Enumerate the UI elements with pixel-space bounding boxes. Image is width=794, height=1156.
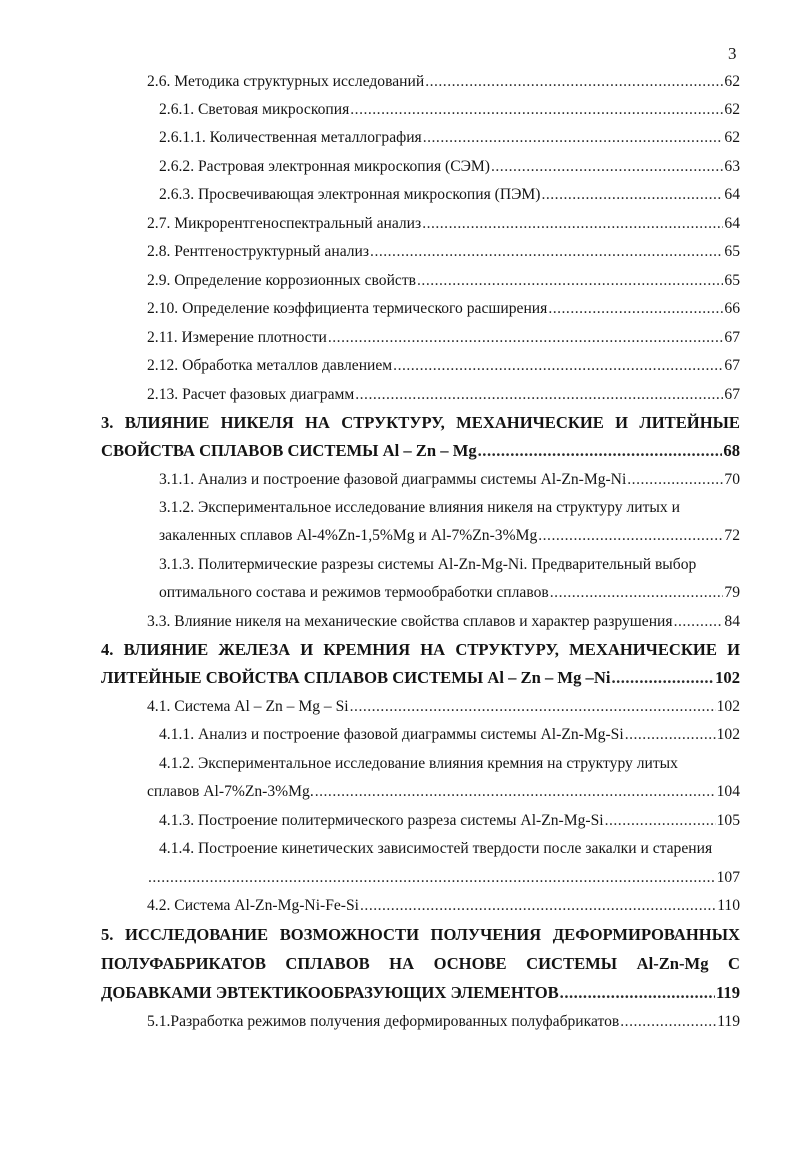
- chapter-heading: ДОБАВКАМИ ЭВТЕКТИКООБРАЗУЮЩИХ ЭЛЕМЕНТОВ ..... 119: [101, 979, 740, 1007]
- toc-entry: 2.6. Методика структурных исследований ..... 62: [147, 68, 740, 96]
- chapter-heading: 5. ИССЛЕДОВАНИЕ ВОЗМОЖНОСТИ ПОЛУЧЕНИЯ ДЕФОРМИРОВАННЫХ: [101, 925, 740, 944]
- chapter-heading: ПОЛУФАБРИКАТОВ СПЛАВОВ НА ОСНОВЕ СИСТЕМЫ Al-Zn-Mg С: [101, 954, 740, 973]
- chapter-heading: СВОЙСТВА СПЛАВОВ СИСТЕМЫ Al – Zn – Mg ..... 68: [101, 437, 740, 465]
- toc-entry: сплавов Al-7%Zn-3%Mg. ..... 104: [147, 778, 740, 806]
- chapter-heading: ЛИТЕЙНЫЕ СВОЙСТВА СПЛАВОВ СИСТЕМЫ Al – Zn – Mg –Ni ..... 102: [101, 664, 740, 692]
- toc-entry: 4.1.4. Построение кинетических зависимостей твердости после закалки и старения: [159, 840, 713, 857]
- toc-entry: 2.13. Расчет фазовых диаграмм ..... 67: [147, 381, 740, 409]
- toc-entry: 4.1.3. Построение политермического разреза системы Al-Zn-Mg-Si ..... 105: [159, 807, 740, 835]
- toc-entry: 3.1.3. Политермические разрезы системы Al-Zn-Mg-Ni. Предварительный выбор: [159, 556, 697, 573]
- toc-entry: 2.7. Микрорентгеноспектральный анализ ..... 64: [147, 210, 740, 238]
- toc-entry: 4.1.2. Экспериментальное исследование влияния кремния на структуру литых: [159, 755, 678, 772]
- toc-entry: 2.9. Определение коррозионных свойств ..... 65: [147, 267, 740, 295]
- page-number: 3: [728, 44, 737, 63]
- toc-entry: 3.3. Влияние никеля на механические свойства сплавов и характер разрушения ..... 84: [147, 608, 740, 636]
- toc-entry: 3.1.1. Анализ и построение фазовой диаграммы системы Al-Zn-Mg-Ni ..... 70: [159, 466, 740, 494]
- toc-entry: оптимального состава и режимов термообработки сплавов ..... 79: [159, 579, 740, 607]
- toc-entry: ..... 107: [147, 864, 740, 892]
- toc-entry: 4.2. Система Al-Zn-Mg-Ni-Fe-Si ..... 110: [147, 892, 740, 920]
- toc-entry: 4.1.1. Анализ и построение фазовой диаграммы системы Al-Zn-Mg-Si ..... 102: [159, 721, 740, 749]
- chapter-heading: 4. ВЛИЯНИЕ ЖЕЛЕЗА И КРЕМНИЯ НА СТРУКТУРУ, МЕХАНИЧЕСКИЕ И: [101, 640, 740, 659]
- toc-entry: 2.6.1.1. Количественная металлография ..... 62: [159, 124, 740, 152]
- toc-entry: закаленных сплавов Al-4%Zn-1,5%Mg и Al-7%Zn-3%Mg ..... 72: [159, 522, 740, 550]
- toc-entry: 2.6.3. Просвечивающая электронная микроскопия (ПЭМ) ..... 64: [159, 181, 740, 209]
- toc-entry: 2.10. Определение коэффициента термического расширения ..... 66: [147, 295, 740, 323]
- toc-entry: 4.1. Система Al – Zn – Mg – Si ..... 102: [147, 693, 740, 721]
- toc-entry: 2.6.1. Световая микроскопия ..... 62: [159, 96, 740, 124]
- toc-entry: 2.8. Рентгеноструктурный анализ ..... 65: [147, 238, 740, 266]
- toc-entry: 2.6.2. Растровая электронная микроскопия (СЭМ) ..... 63: [159, 153, 740, 181]
- toc-entry: 2.11. Измерение плотности ..... 67: [147, 324, 740, 352]
- chapter-heading: 3. ВЛИЯНИЕ НИКЕЛЯ НА СТРУКТУРУ, МЕХАНИЧЕСКИЕ И ЛИТЕЙНЫЕ: [101, 413, 740, 432]
- toc-entry: 2.12. Обработка металлов давлением ..... 67: [147, 352, 740, 380]
- toc-entry: 3.1.2. Экспериментальное исследование влияния никеля на структуру литых и: [159, 499, 680, 516]
- toc-entry: 5.1. Разработка режимов получения деформированных полуфабрикатов ..... 119: [147, 1008, 740, 1036]
